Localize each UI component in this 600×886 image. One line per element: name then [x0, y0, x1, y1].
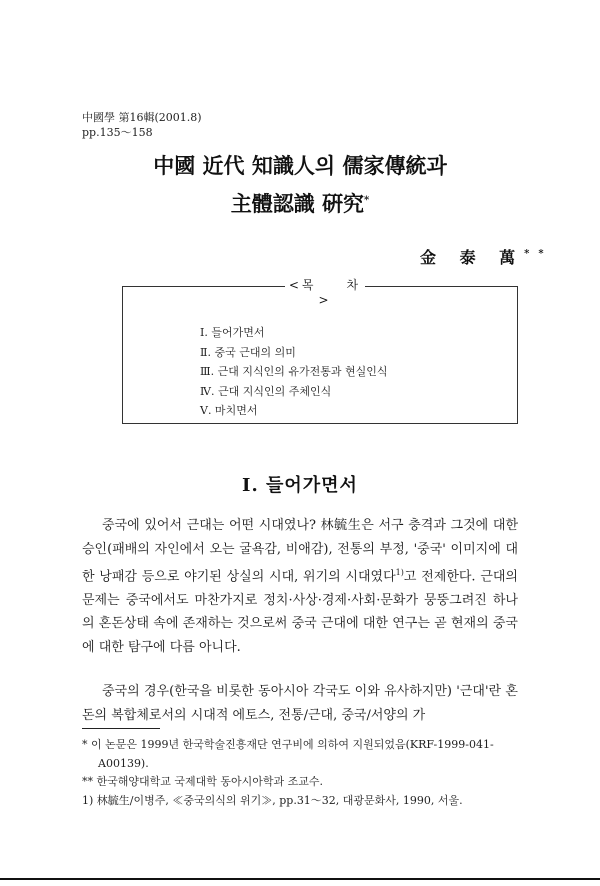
paper-title-line1 [0, 150, 600, 180]
footnote-divider [82, 728, 160, 729]
footnotes [82, 736, 522, 810]
footnote-grant: * 이 논문은 1999년 한국학술진흥재단 연구비에 의하여 지원되었음(KRF-1999-041-A00139). [82, 738, 494, 770]
toc-item-4: Ⅳ. 근대 지식인의 주체인식 [200, 384, 332, 398]
title-text-1: 中國 近代 知識人의 儒家傳統과 [153, 153, 447, 178]
para1-text: 중국에 있어서 근대는 어떤 시대였나? 林毓生은 서구 충격과 그것에 대한 승인(패배의 자인에서 오는 굴욕감, 비애감), 전통의 부정, '중국' 이미지에 대한 낭패감 등으로 야기된 상실의 시대, 위기의 시대였다 [82, 518, 518, 585]
toc-item-2: Ⅱ. 중국 근대의 의미 [200, 345, 296, 359]
body-paragraph-2: 중국의 경우(한국을 비롯한 동아시아 각국도 이와 유사하지만) '근대'란 혼돈의 복합체로서의 시대적 에토스, 전통/근대, 중국/서양의 가 [82, 684, 518, 723]
paper-title-line2 [0, 188, 600, 218]
footnote-affiliation: ** 한국해양대학교 국제대학 동아시아학과 조교수. [82, 775, 324, 788]
author-footnote-mark: ** [524, 248, 553, 260]
para1-rest: 고 전제한다. 근대의 문제는 중국에서도 마찬가지로 정치·사상·경제·사회·문화가 뭉뚱그려진 하나의 혼돈상태 속에 존재하는 것으로써 중국 근대에 대한 연구는 곧 현재의 중국에 대한 탐구에 다름 아니다. [82, 569, 518, 655]
journal-info [82, 110, 202, 140]
toc-list [200, 323, 387, 421]
footnote-1: 1) 林毓生/이병주, ≪중국의식의 위기≫, pp.31～32, 대광문화사, 1990, 서울. [82, 793, 463, 807]
page-bottom-rule [0, 878, 600, 880]
footnote-ref-1: 1) [395, 568, 404, 577]
page-range: pp.135～158 [82, 126, 153, 139]
title-text-2: 主體認識 硏究 [230, 191, 365, 216]
toc-item-5: Ⅴ. 마치면서 [200, 404, 258, 417]
author-name: 金 泰 萬 [420, 248, 525, 267]
toc-item-1: Ⅰ. 들어가면서 [200, 326, 265, 339]
author [420, 245, 553, 268]
section-heading: Ⅰ. 들어가면서 [242, 475, 358, 496]
toc-item-3: Ⅲ. 근대 지식인의 유가전통과 현실인식 [200, 365, 388, 378]
journal-volume: 中國學 第16輯(2001.8) [82, 111, 202, 124]
toc-heading: <목 차> [285, 276, 365, 307]
title-footnote-mark: * [364, 195, 370, 206]
body-paragraph-1 [82, 514, 518, 659]
